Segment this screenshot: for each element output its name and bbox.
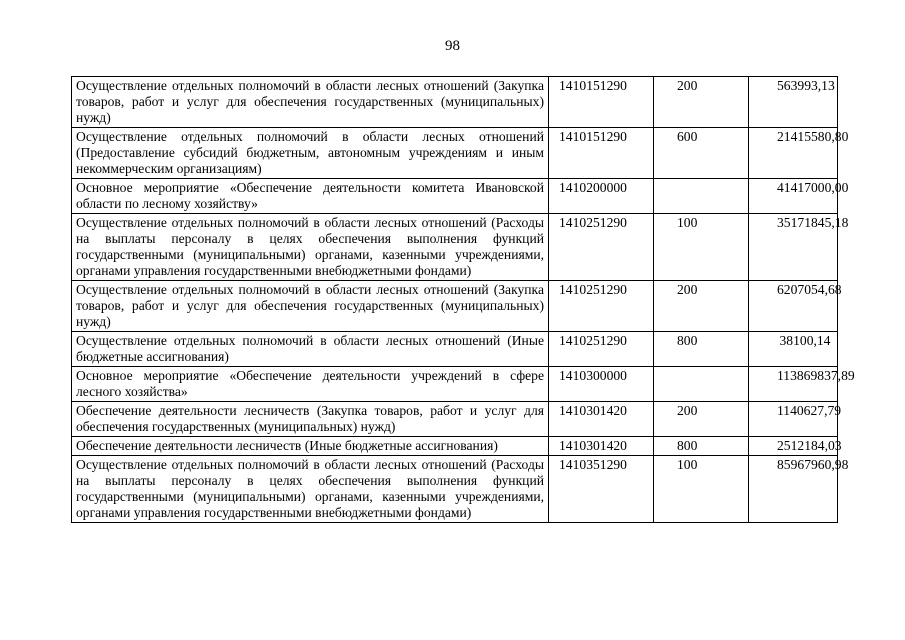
row-amount: 563993,13 [749, 77, 838, 128]
table-row [72, 214, 838, 281]
table-row [72, 456, 838, 523]
row-name: Основное мероприятие «Обеспечение деятельности комитета Ивановской области по лесному хозяйству» [72, 179, 549, 214]
table-row [72, 77, 838, 128]
row-amount: 21415580,80 [749, 128, 838, 179]
row-amount: 113869837,89 [749, 367, 838, 402]
table-row [72, 402, 838, 437]
row-amount: 41417000,00 [749, 179, 838, 214]
page-number: 98 [445, 38, 460, 54]
row-code: 1410251290 [549, 214, 654, 281]
row-name: Основное мероприятие «Обеспечение деятельности учреждений в сфере лесного хозяйства» [72, 367, 549, 402]
row-expense-type: 600 [654, 128, 749, 179]
row-name: Обеспечение деятельности лесничеств (Иные бюджетные ассигнования) [72, 437, 549, 456]
row-name: Осуществление отдельных полномочий в области лесных отношений (Расходы на выплаты персоналу в целях обеспечения выполнения функций государственными (муниципальными) органами, казенными учреждениями, органами управления государственными внебюджетными фондами) [72, 456, 549, 523]
row-code: 1410151290 [549, 77, 654, 128]
row-amount: 85967960,98 [749, 456, 838, 523]
row-code: 1410251290 [549, 332, 654, 367]
row-expense-type: 800 [654, 437, 749, 456]
row-expense-type: 200 [654, 77, 749, 128]
row-code: 1410301420 [549, 437, 654, 456]
row-amount: 38100,14 [749, 332, 838, 367]
row-code: 1410151290 [549, 128, 654, 179]
row-code: 1410200000 [549, 179, 654, 214]
row-expense-type: 100 [654, 214, 749, 281]
table-row [72, 128, 838, 179]
row-code: 1410351290 [549, 456, 654, 523]
row-expense-type [654, 179, 749, 214]
row-name: Осуществление отдельных полномочий в области лесных отношений (Иные бюджетные ассигнования) [72, 332, 549, 367]
row-name: Осуществление отдельных полномочий в области лесных отношений (Предоставление субсидий бюджетным, автономным учреждениям и иным некоммерческим организациям) [72, 128, 549, 179]
row-name: Осуществление отдельных полномочий в области лесных отношений (Расходы на выплаты персоналу в целях обеспечения выполнения функций государственными (муниципальными) органами, казенными учреждениями, органами управления государственными внебюджетными фондами) [72, 214, 549, 281]
row-expense-type: 800 [654, 332, 749, 367]
budget-table [71, 76, 855, 523]
row-expense-type: 200 [654, 402, 749, 437]
row-expense-type: 100 [654, 456, 749, 523]
row-code: 1410301420 [549, 402, 654, 437]
row-expense-type: 200 [654, 281, 749, 332]
row-amount: 35171845,18 [749, 214, 838, 281]
row-name: Осуществление отдельных полномочий в области лесных отношений (Закупка товаров, работ и услуг для обеспечения государственных (муниципальных) нужд) [72, 77, 549, 128]
table-row [72, 437, 838, 456]
row-amount: 2512184,03 [749, 437, 838, 456]
table-row [72, 179, 838, 214]
row-expense-type [654, 367, 749, 402]
table-row [72, 367, 838, 402]
row-name: Осуществление отдельных полномочий в области лесных отношений (Закупка товаров, работ и услуг для обеспечения государственных (муниципальных) нужд) [72, 281, 549, 332]
row-amount: 1140627,79 [749, 402, 838, 437]
row-amount: 6207054,68 [749, 281, 838, 332]
row-name: Обеспечение деятельности лесничеств (Закупка товаров, работ и услуг для обеспечения государственных (муниципальных) нужд) [72, 402, 549, 437]
table-row [72, 332, 838, 367]
row-code: 1410251290 [549, 281, 654, 332]
table-row [72, 281, 838, 332]
row-code: 1410300000 [549, 367, 654, 402]
